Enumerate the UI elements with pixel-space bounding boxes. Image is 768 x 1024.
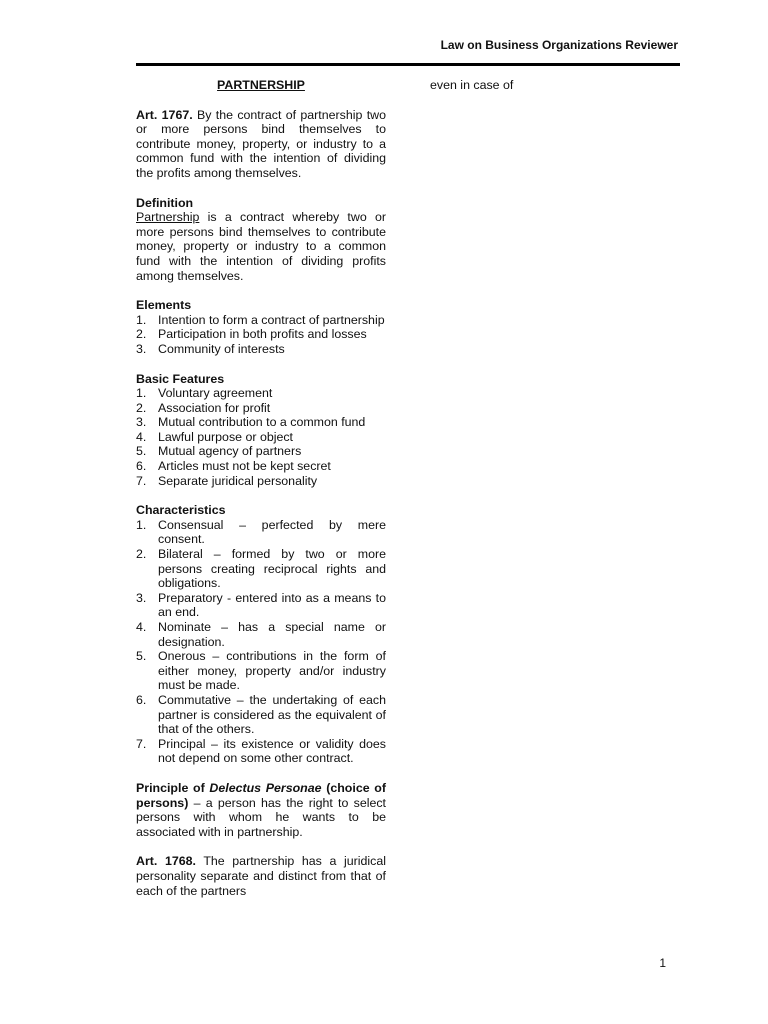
list-number: 3. (136, 341, 147, 356)
features-list (136, 386, 386, 488)
list-number: 1. (136, 312, 147, 327)
page-number: 1 (659, 956, 666, 970)
list-item (136, 474, 386, 489)
list-item (136, 459, 386, 474)
list-text: Mutual contribution to a common fund (158, 415, 366, 430)
list-number: 6. (136, 692, 147, 707)
list-item (136, 693, 386, 737)
list-text: Preparatory - entered into as a means to an end. (158, 590, 386, 620)
list-item (136, 386, 386, 401)
list-item (136, 415, 386, 430)
features-heading: Basic Features (136, 371, 225, 386)
list-text: Participation in both profits and losses (158, 327, 367, 342)
list-number: 4. (136, 429, 147, 444)
list-item (136, 327, 386, 342)
list-text: Bilateral – formed by two or more persons creating reciprocal rights and obligations. (158, 547, 386, 591)
continuation-text: even in case of (430, 78, 514, 92)
article-1767 (136, 108, 386, 181)
characteristics-heading: Characteristics (136, 503, 226, 518)
list-text: Consensual – perfected by mere consent. (158, 517, 386, 547)
article-1768 (136, 854, 386, 898)
list-text: Community of interests (158, 341, 285, 356)
list-number: 3. (136, 590, 147, 605)
article-1768-text: The partnership has a juridical personality separate and distinct from that of each of the partners (136, 854, 386, 898)
list-number: 2. (136, 327, 147, 342)
list-number: 4. (136, 620, 147, 634)
list-item (136, 620, 386, 649)
list-text: Principal – its existence or validity does not depend on some other contract. (158, 736, 386, 766)
list-number: 3. (136, 415, 147, 430)
list-number: 5. (136, 444, 147, 459)
list-item (136, 591, 386, 620)
list-item (136, 737, 386, 766)
list-item (136, 313, 386, 328)
list-text: Separate juridical personality (158, 473, 318, 488)
elements-list (136, 313, 386, 357)
delectus-text: – a person has the right to select persons with whom he wants to be associated with in partnership. (136, 795, 386, 839)
definition-text: is a contract whereby two or more persons bind themselves to contribute money, property or industry to a common fund with the intention of dividing profits among themselves. (136, 210, 386, 283)
list-text: Mutual agency of partners (158, 444, 302, 459)
characteristics-list (136, 518, 386, 766)
elements-heading: Elements (136, 298, 192, 313)
article-1767-label: Art. 1767. (136, 107, 193, 122)
article-1767-text: By the contract of partnership two or more persons bind themselves to contribute money, property, or industry to a common fund with the intention of dividing the profits among themselves. (136, 107, 386, 180)
section-title: PARTNERSHIP (217, 78, 305, 92)
list-number: 5. (136, 649, 147, 664)
list-text: Articles must not be kept secret (158, 459, 331, 474)
list-item (136, 430, 386, 445)
list-number: 6. (136, 459, 147, 474)
list-text: Onerous – contributions in the form of either money, property and/or industry must be made. (158, 649, 386, 693)
delectus-bold-suffix: (choice of persons) (136, 780, 386, 810)
list-item (136, 649, 386, 693)
list-number: 7. (136, 736, 147, 751)
list-text: Association for profit (158, 400, 271, 415)
list-text: Intention to form a contract of partnership (158, 312, 385, 327)
document-header-title: Law on Business Organizations Reviewer (440, 38, 678, 52)
definition-heading: Definition (136, 195, 194, 210)
list-text: Commutative – the undertaking of each partner is considered as the equivalent of that of the others. (158, 692, 386, 737)
list-item (136, 518, 386, 547)
left-column (136, 78, 386, 898)
list-item (136, 401, 386, 416)
list-number: 1. (136, 517, 147, 532)
definition-paragraph (136, 210, 386, 283)
right-column (430, 78, 680, 93)
list-number: 2. (136, 547, 147, 562)
list-item (136, 547, 386, 591)
list-number: 2. (136, 400, 147, 415)
list-text: Lawful purpose or object (158, 429, 294, 444)
delectus-bold-prefix: Principle of (136, 780, 210, 795)
header-divider (136, 63, 680, 66)
list-item (136, 444, 386, 459)
list-number: 1. (136, 386, 147, 401)
list-text: Nominate – has a special name or designation. (158, 620, 386, 649)
list-text: Voluntary agreement (158, 386, 273, 401)
list-item (136, 342, 386, 357)
delectus-personae-paragraph (136, 781, 386, 839)
definition-term: Partnership (136, 210, 200, 225)
article-1768-label: Art. 1768. (136, 854, 196, 869)
list-number: 7. (136, 473, 147, 488)
delectus-italic-term: Delectus Personae (209, 780, 322, 795)
